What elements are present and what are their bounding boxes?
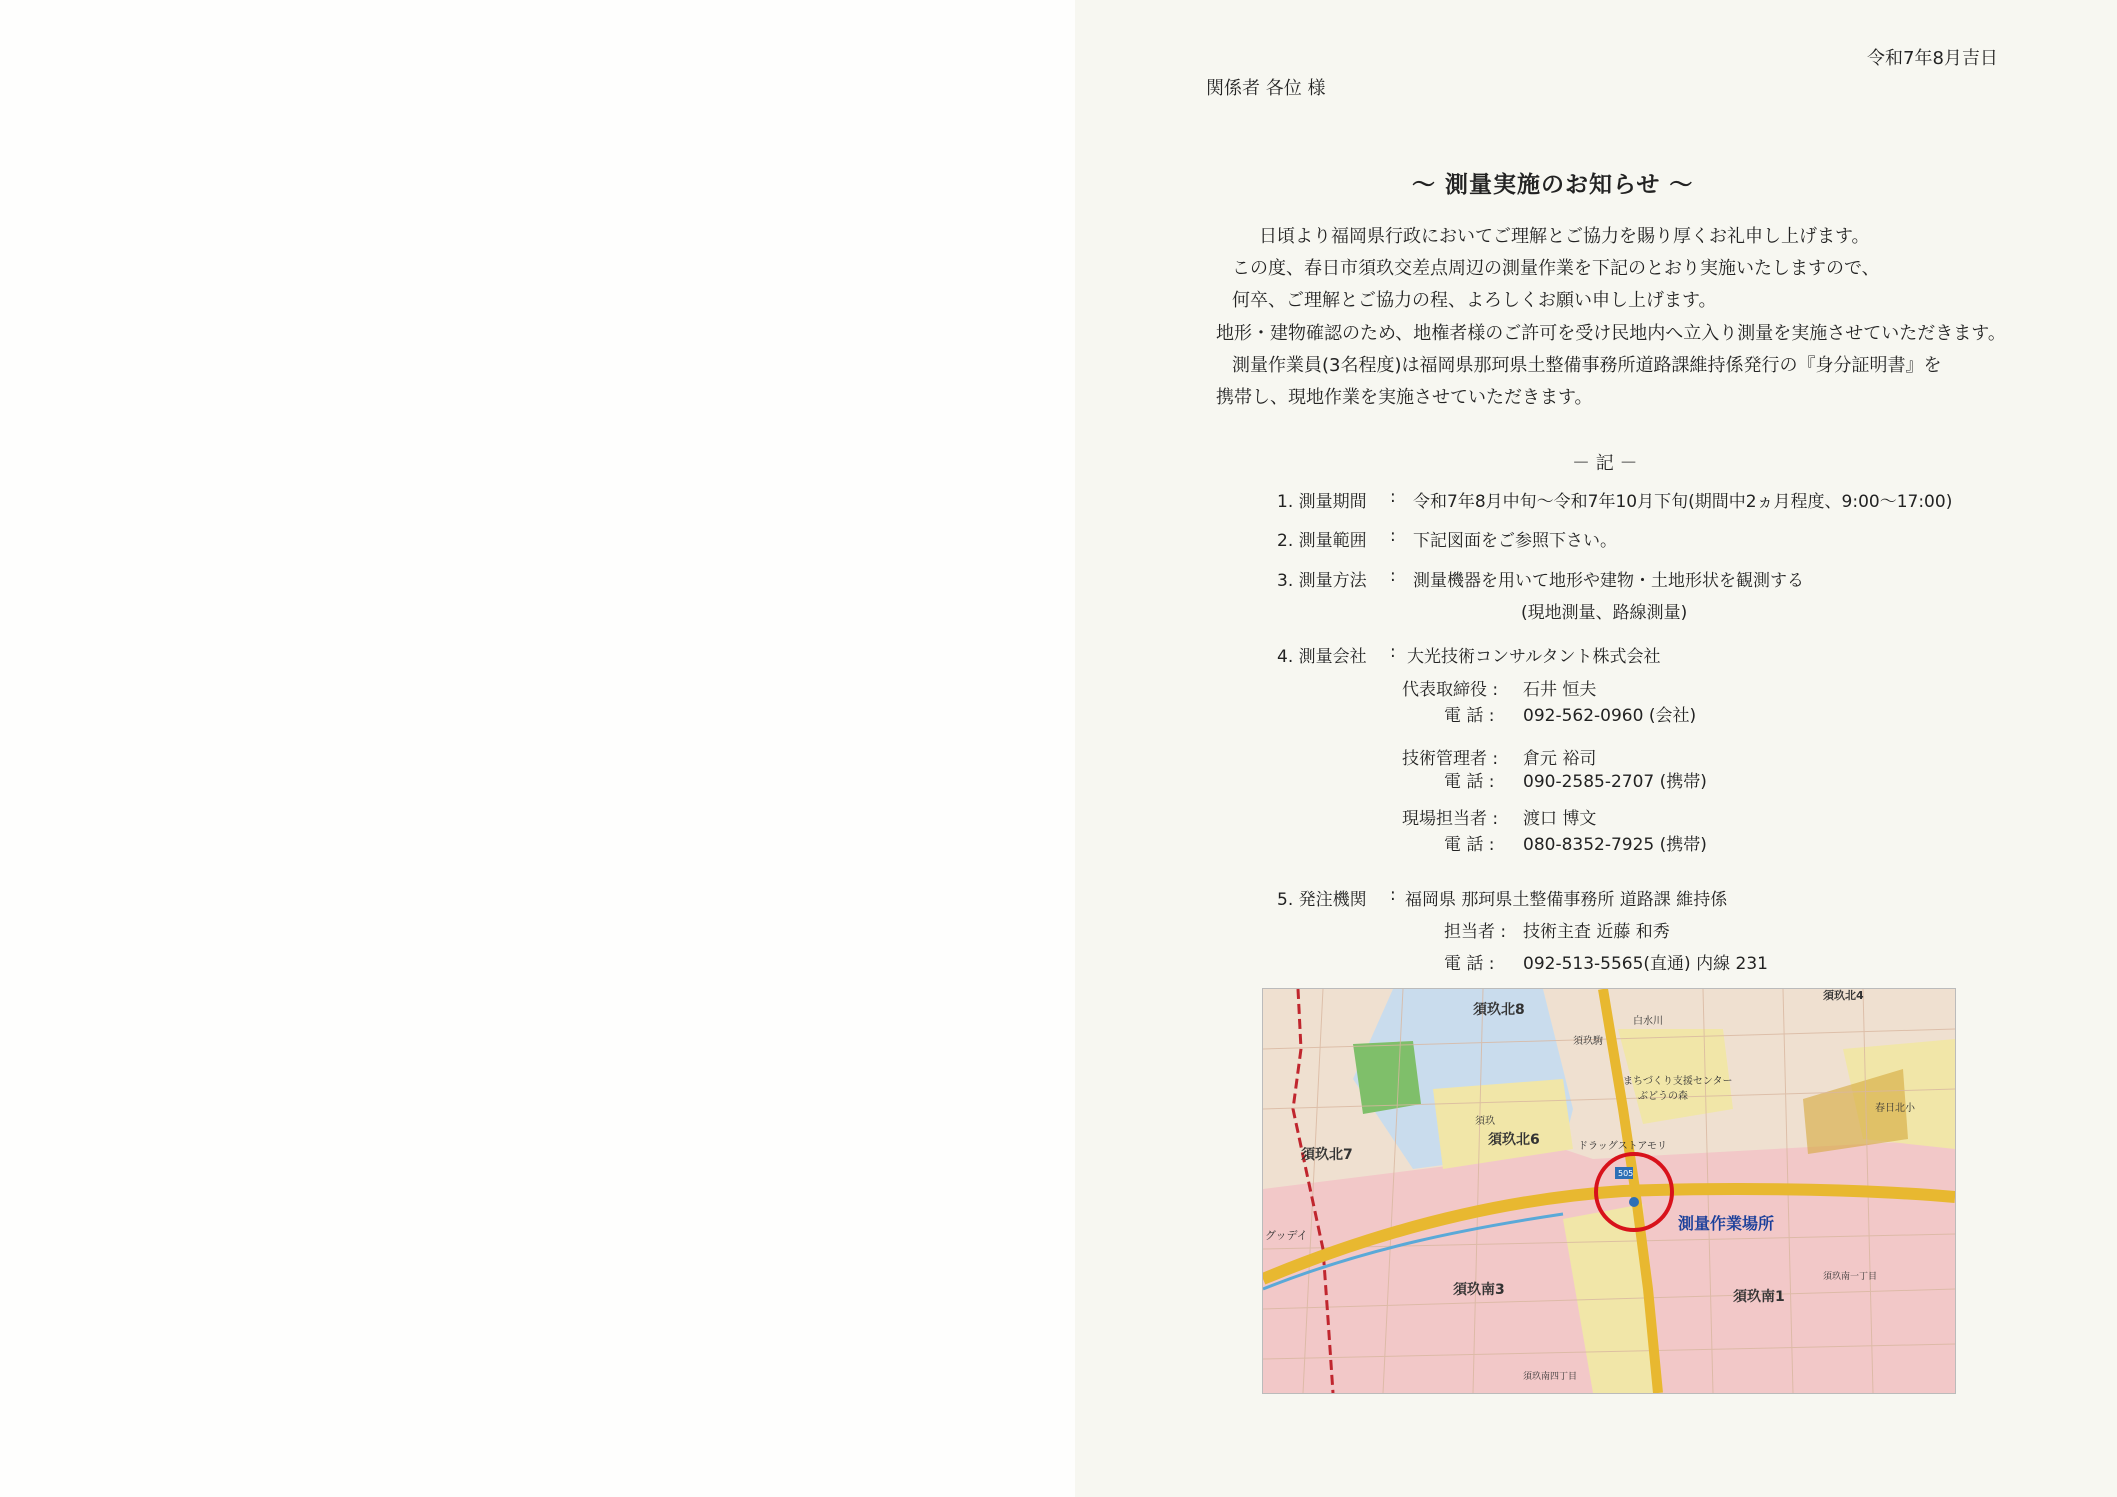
item-1-value: 令和7年8月中旬～令和7年10月下旬(期間中2ヵ月程度、9:00～17:00) [1413, 492, 1953, 512]
body-line-6: 携帯し、現地作業を実施させていただきます。 [1216, 387, 1593, 408]
item-3-label: 3. 測量方法 [1277, 571, 1367, 591]
label-shiramizu: 白水川 [1633, 1016, 1663, 1027]
label-sugu-kita4: 須玖北4 [1823, 989, 1864, 1002]
road-sign-dot [1629, 1197, 1639, 1207]
item-4-colon: : [1390, 642, 1396, 662]
rep-tel: 092-562-0960 (会社) [1523, 706, 1697, 726]
item-1-colon: : [1390, 487, 1396, 507]
tech-tel-label: 電 話 : [1444, 772, 1495, 792]
person-label: 担当者 : [1444, 922, 1507, 942]
addressee: 関係者 各位 様 [1206, 78, 1326, 99]
date: 令和7年8月吉日 [1867, 48, 1998, 69]
body-line-3: 何卒、ご理解とご協力の程、よろしくお願い申し上げます。 [1232, 290, 1717, 311]
label-machizukuri: まちづくり支援センター [1623, 1076, 1733, 1087]
item-2-colon: : [1390, 526, 1396, 546]
label-sugu-ko: 須玖駒 [1573, 1036, 1603, 1047]
item-4-company: 大光技術コンサルタント株式会社 [1407, 647, 1661, 667]
label-sugu-kita8: 須玖北8 [1473, 1002, 1525, 1018]
tech-label: 技術管理者 : [1402, 749, 1499, 769]
label-kasuga-kita-sho: 春日北小 [1875, 1103, 1915, 1114]
item-3-value-2: (現地測量、路線測量) [1521, 603, 1688, 623]
body-line-4: 地形・建物確認のため、地権者様のご許可を受け民地内へ立入り測量を実施させていただきます。 [1216, 323, 2006, 344]
label-minami-itchome: 須玖南一丁目 [1823, 1272, 1878, 1282]
site-tel-label: 電 話 : [1444, 835, 1495, 855]
item-5-value: 福岡県 那珂県土整備事務所 道路課 維持係 [1405, 890, 1728, 910]
page-title: ～ 測量実施のお知らせ ～ [1412, 172, 1694, 198]
label-budou: ぶどうの森 [1638, 1091, 1688, 1102]
label-sugu-kita6: 須玖北6 [1488, 1132, 1540, 1148]
item-5-colon: : [1390, 885, 1396, 905]
survey-area-map [1262, 988, 1956, 1394]
rep-name: 石井 恒夫 [1523, 680, 1597, 700]
label-gutei: グッデイ [1265, 1229, 1308, 1242]
item-2-value: 下記図面をご参照下さい。 [1413, 531, 1617, 551]
site-tel: 080-8352-7925 (携帯) [1523, 835, 1707, 855]
item-5-label: 5. 発注機関 [1277, 890, 1367, 910]
body-line-2: この度、春日市須玖交差点周辺の測量作業を下記のとおり実施いたしますので、 [1232, 258, 1880, 279]
site-name: 渡口 博文 [1523, 809, 1597, 829]
label-minami-yonchome: 須玖南四丁目 [1523, 1372, 1578, 1382]
item-4-label: 4. 測量会社 [1277, 647, 1367, 667]
item-3-value: 測量機器を用いて地形や建物・土地形状を観測する [1413, 571, 1804, 591]
item-1-label: 1. 測量期間 [1277, 492, 1367, 512]
rep-label: 代表取締役 : [1402, 680, 1499, 700]
tech-tel: 090-2585-2707 (携帯) [1523, 772, 1707, 792]
person-tel: 092-513-5565(直通) 内線 231 [1523, 954, 1768, 974]
map-graphic [1263, 989, 1955, 1393]
label-survey-site: 測量作業場所 [1678, 1214, 1775, 1233]
label-sugu-minami1: 須玖南1 [1733, 1289, 1785, 1305]
label-road-sign: 505 [1618, 1169, 1634, 1178]
body-line-5: 測量作業員(3名程度)は福岡県那珂県土整備事務所道路課維持係発行の『身分証明書』を [1232, 355, 1942, 376]
label-drugstore: ドラッグストアモリ [1578, 1141, 1667, 1152]
ki-heading: － 記 － [1572, 453, 1638, 474]
rep-tel-label: 電 話 : [1444, 706, 1495, 726]
person-name: 技術主査 近藤 和秀 [1523, 922, 1670, 942]
body-line-1: 日頃より福岡県行政においてご理解とご協力を賜り厚くお礼申し上げます。 [1259, 226, 1870, 247]
person-tel-label: 電 話 : [1444, 954, 1495, 974]
label-sugu-kita7: 須玖北7 [1301, 1147, 1353, 1163]
item-3-colon: : [1390, 566, 1396, 586]
park-area [1353, 1041, 1421, 1114]
site-label: 現場担当者 : [1402, 809, 1499, 829]
label-sugu-eki: 須玖 [1475, 1116, 1495, 1127]
tech-name: 倉元 裕司 [1523, 749, 1597, 769]
item-2-label: 2. 測量範囲 [1277, 531, 1367, 551]
label-sugu-minami3: 須玖南3 [1453, 1282, 1505, 1298]
